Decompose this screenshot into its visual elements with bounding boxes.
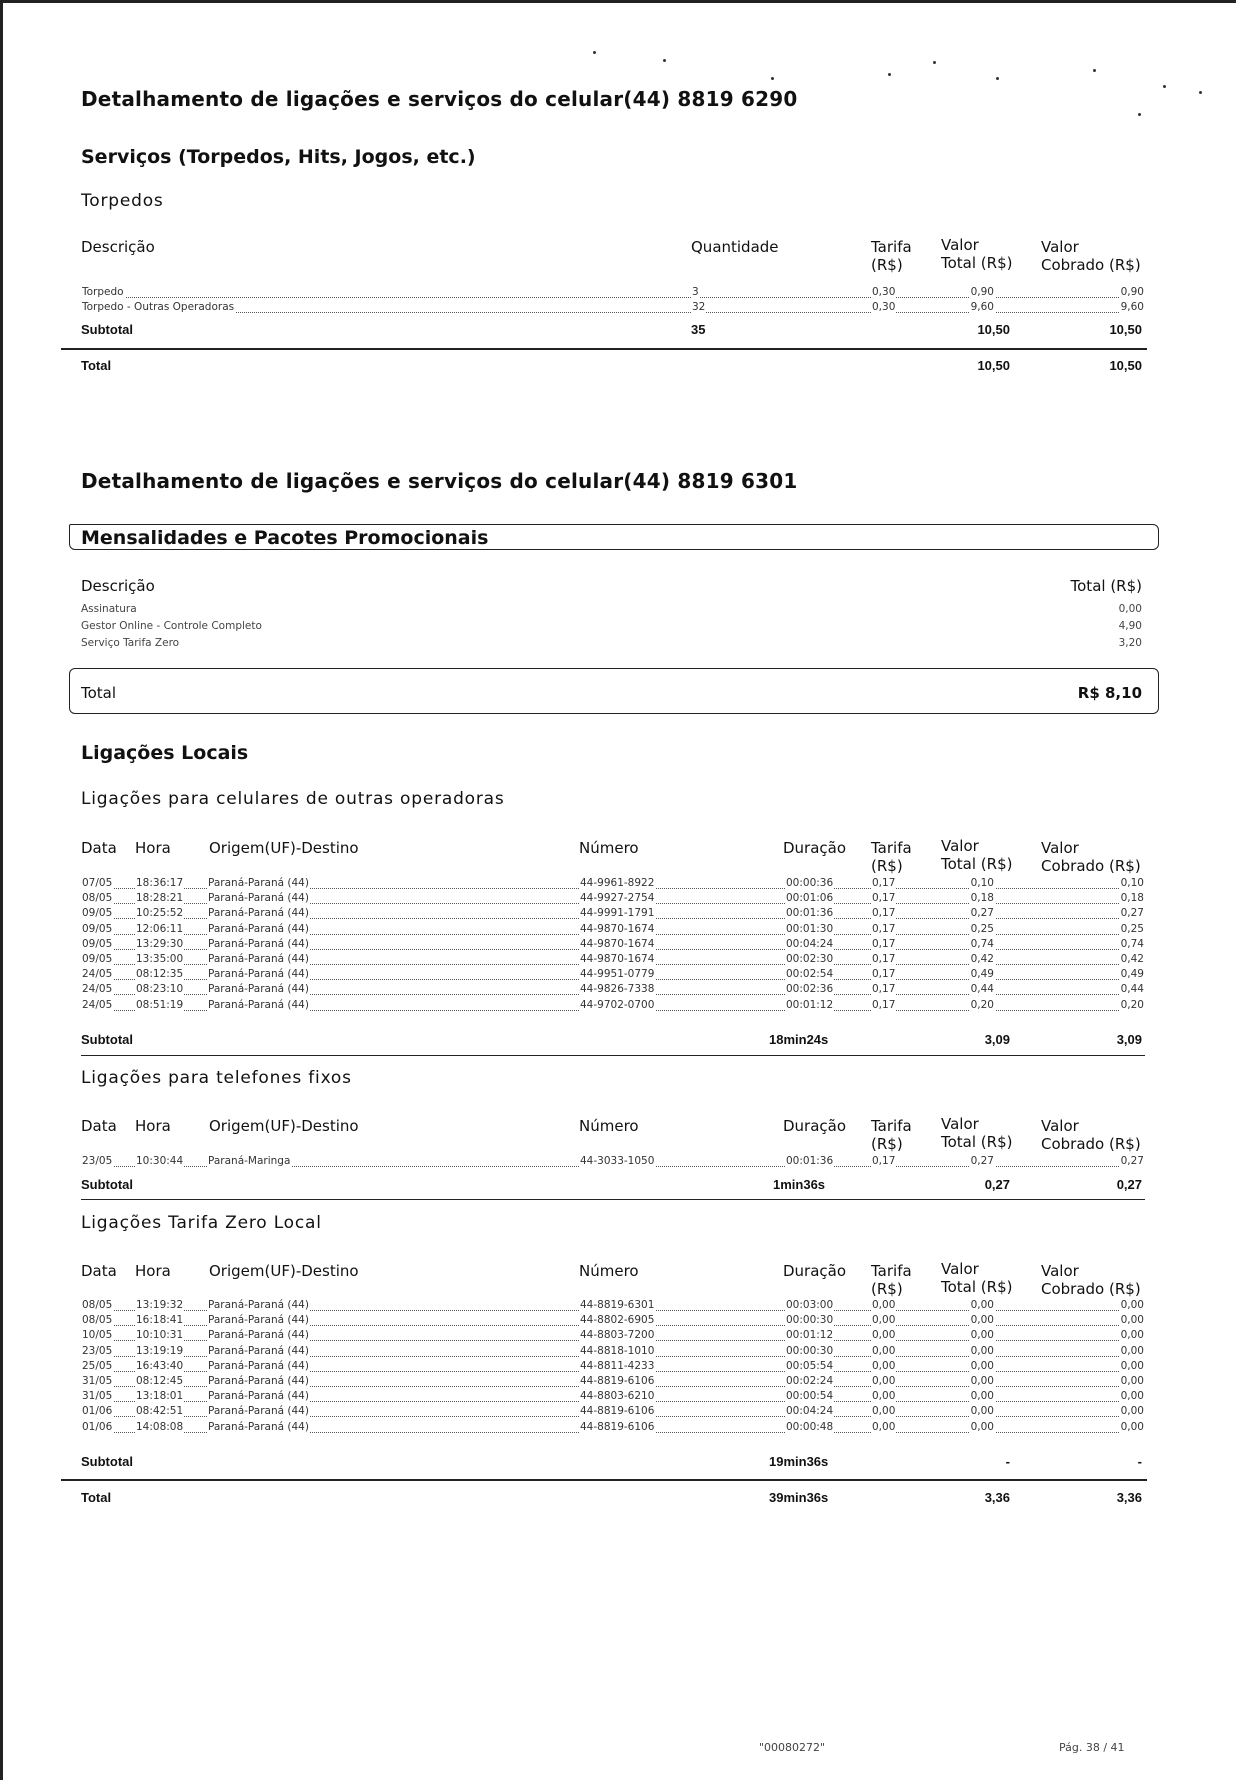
cell-hora: 10:25:52 — [136, 907, 184, 920]
subtotal-total: 0,27 — [984, 1177, 1010, 1192]
cell-tarifa: 0,17 — [872, 953, 896, 965]
subtotal-total: - — [1005, 1454, 1010, 1469]
col-tarifa: Tarifa (R$) — [871, 1262, 912, 1298]
cell-total: 0,00 — [970, 1375, 994, 1387]
cell-numero: 44-8819-6106 — [580, 1375, 655, 1387]
cell-data: 08/05 — [82, 1299, 113, 1311]
subtotal-cobrado: 10,50 — [1109, 322, 1142, 337]
table-row — [81, 968, 1145, 982]
table-row — [81, 1345, 1145, 1359]
cell-duracao: 00:00:30 — [786, 1344, 834, 1357]
cell-duracao: 00:03:00 — [786, 1299, 834, 1311]
mens-total-value: R$ 8,10 — [1077, 684, 1142, 702]
cell-origem: Paraná-Paraná (44) — [208, 907, 309, 920]
table-row — [81, 1155, 1145, 1169]
subtotal-duracao: 1min36s — [773, 1177, 826, 1192]
mens-item-value: 0,00 — [1118, 603, 1142, 615]
cell-tarifa: 0,00 — [872, 1375, 896, 1387]
celulares-title: Ligações para celulares de outras operadoras — [81, 789, 505, 809]
cell-cobrado: 0,20 — [1120, 998, 1144, 1011]
col-data: Data — [81, 1262, 117, 1280]
mensalidades-title: Mensalidades e Pacotes Promocionais — [81, 527, 489, 549]
table-row — [81, 1375, 1145, 1389]
cell-total: 0,74 — [970, 937, 994, 950]
cell-cobrado: 0,00 — [1120, 1359, 1144, 1372]
cell-data: 09/05 — [82, 907, 113, 920]
cell-total: 0,00 — [970, 1390, 994, 1403]
cell-cobrado: 0,00 — [1120, 1420, 1144, 1433]
table-row — [81, 923, 1145, 937]
subtotal-cobrado: 3,09 — [1116, 1032, 1142, 1047]
col-numero: Número — [579, 839, 639, 857]
cell-tarifa: 0,00 — [872, 1405, 896, 1418]
subtotal-duracao: 18min24s — [769, 1032, 829, 1047]
cell-tarifa: 0,00 — [872, 1420, 896, 1433]
mens-col-descricao: Descrição — [81, 577, 155, 595]
cell-data: 09/05 — [82, 953, 113, 965]
table-row — [81, 953, 1145, 967]
cell-hora: 08:23:10 — [136, 983, 184, 996]
subtotal-duracao: 19min36s — [769, 1454, 829, 1469]
cell-total: 0,20 — [970, 998, 994, 1011]
cell-total: 0,00 — [970, 1420, 994, 1433]
cell-hora: 08:12:35 — [136, 968, 184, 981]
cell-duracao: 00:02:30 — [786, 953, 834, 965]
col-hora: Hora — [135, 1262, 171, 1280]
cell-cobrado: 0,49 — [1120, 968, 1144, 981]
table-row — [81, 1360, 1145, 1374]
cell-cobrado: 0,42 — [1120, 953, 1144, 965]
cell-tarifa: 0,17 — [872, 998, 896, 1011]
col-quantidade: Quantidade — [691, 238, 779, 256]
cell-tarifa: 0,17 — [872, 922, 896, 935]
col-data: Data — [81, 1117, 117, 1135]
subtotal-label: Subtotal — [81, 1454, 133, 1469]
col-data: Data — [81, 839, 117, 857]
col-valor-total: Valor Total (R$) — [941, 1115, 1013, 1151]
cell-origem: Paraná-Paraná (44) — [208, 937, 309, 950]
cell-tarifa: 0,17 — [872, 983, 896, 996]
cell-data: 31/05 — [82, 1375, 113, 1387]
cell-numero: 44-8811-4233 — [580, 1359, 655, 1372]
cell-tarifa: 0,17 — [872, 968, 896, 981]
cell-cobrado: 0,10 — [1120, 877, 1144, 889]
cell-origem: Paraná-Paraná (44) — [208, 1405, 309, 1418]
locais-title: Ligações Locais — [81, 742, 249, 764]
cell-origem: Paraná-Paraná (44) — [208, 877, 309, 889]
cell-hora: 10:10:31 — [136, 1329, 184, 1342]
table-row — [81, 1390, 1145, 1404]
subtotal-total: 10,50 — [977, 322, 1010, 337]
cell-hora: 08:51:19 — [136, 998, 184, 1011]
cell-duracao: 00:00:54 — [786, 1390, 834, 1403]
cell-total: 0,27 — [970, 1155, 994, 1167]
cell-duracao: 00:01:30 — [786, 922, 834, 935]
cell-data: 01/06 — [82, 1420, 113, 1433]
cell-hora: 13:29:30 — [136, 937, 184, 950]
cell-data: 23/05 — [82, 1344, 113, 1357]
divider — [61, 348, 1147, 350]
col-valor-total: Valor Total (R$) — [941, 1260, 1013, 1296]
col-tarifa: Tarifa (R$) — [871, 238, 912, 274]
tarifa-zero-title: Ligações Tarifa Zero Local — [81, 1213, 322, 1233]
fixos-title: Ligações para telefones fixos — [81, 1068, 352, 1088]
cell-numero: 44-8802-6905 — [580, 1314, 655, 1327]
col-origem: Origem(UF)-Destino — [209, 839, 359, 857]
cell-numero: 44-8818-1010 — [580, 1344, 655, 1357]
cell-cobrado: 0,00 — [1120, 1314, 1144, 1327]
mens-item-value: 3,20 — [1118, 637, 1142, 649]
cell-cobrado: 0,74 — [1120, 937, 1144, 950]
cell-duracao: 00:02:24 — [786, 1375, 834, 1387]
page-number: Pág. 38 / 41 — [1059, 1741, 1125, 1754]
cell-total: 0,00 — [970, 1405, 994, 1418]
cell-hora: 13:19:32 — [136, 1299, 184, 1311]
cell-origem: Paraná-Paraná (44) — [208, 983, 309, 996]
col-hora: Hora — [135, 1117, 171, 1135]
cell-tarifa: 0,17 — [872, 877, 896, 889]
cell-origem: Paraná-Paraná (44) — [208, 1375, 309, 1387]
torpedos-title: Torpedos — [81, 191, 164, 211]
mens-col-total: Total (R$) — [1070, 577, 1142, 595]
cell-data: 23/05 — [82, 1155, 113, 1167]
cell-duracao: 00:00:30 — [786, 1314, 834, 1327]
cell-tarifa: 0,00 — [872, 1314, 896, 1327]
cell-origem: Paraná-Paraná (44) — [208, 1314, 309, 1327]
col-valor-cobrado: Valor Cobrado (R$) — [1041, 1117, 1141, 1153]
total-cobrado: 10,50 — [1109, 358, 1142, 373]
table-row — [81, 983, 1145, 997]
cell-origem: Paraná-Paraná (44) — [208, 1359, 309, 1372]
cell-numero: 44-9961-8922 — [580, 877, 655, 889]
subtotal-label: Subtotal — [81, 1177, 133, 1192]
col-duracao: Duração — [783, 1262, 847, 1280]
cell-tarifa: 0,17 — [872, 892, 896, 905]
mens-item: Assinatura — [81, 603, 137, 615]
col-valor-cobrado: Valor Cobrado (R$) — [1041, 238, 1141, 274]
cell-duracao: 00:01:06 — [786, 892, 834, 905]
cell-data: 31/05 — [82, 1390, 113, 1403]
col-hora: Hora — [135, 839, 171, 857]
cell-data: 10/05 — [82, 1329, 113, 1342]
cell-duracao: 00:01:12 — [786, 998, 834, 1011]
cell-total: 0,00 — [970, 1329, 994, 1342]
cell-hora: 18:28:21 — [136, 892, 184, 905]
cell-hora: 13:18:01 — [136, 1390, 184, 1403]
table-row — [81, 877, 1145, 891]
cell-cobrado: 0,27 — [1120, 1155, 1144, 1167]
col-tarifa: Tarifa (R$) — [871, 839, 912, 875]
cell-numero: 44-9870-1674 — [580, 922, 655, 935]
cell-cobrado: 0,00 — [1120, 1390, 1144, 1403]
cell-total: 0,49 — [970, 968, 994, 981]
cell-data: 09/05 — [82, 922, 113, 935]
cell-tarifa: 0,17 — [872, 1155, 896, 1167]
section1-title: Detalhamento de ligações e serviços do celular(44) 8819 6290 — [81, 87, 798, 111]
cell-numero: 44-9870-1674 — [580, 953, 655, 965]
cell-tarifa: 0,00 — [872, 1390, 896, 1403]
cell-duracao: 00:02:54 — [786, 968, 834, 981]
cell-hora: 13:35:00 — [136, 953, 184, 965]
cell-hora: 16:43:40 — [136, 1359, 184, 1372]
cell-total: 0,44 — [970, 983, 994, 996]
total-valor: 3,36 — [984, 1490, 1010, 1505]
document-code: "00080272" — [759, 1741, 826, 1754]
col-valor-cobrado: Valor Cobrado (R$) — [1041, 1262, 1141, 1298]
total-cobrado: 3,36 — [1116, 1490, 1142, 1505]
cell-origem: Paraná-Paraná (44) — [208, 922, 309, 935]
cell-total: 0,18 — [970, 892, 994, 905]
table-row: Torpedo - Outras Operadoras 32 0,30 9,60 9,60 — [82, 301, 1144, 313]
col-duracao: Duração — [783, 839, 847, 857]
cell-duracao: 00:01:36 — [786, 1155, 834, 1167]
col-duracao: Duração — [783, 1117, 847, 1135]
cell-origem: Paraná-Paraná (44) — [208, 968, 309, 981]
divider — [81, 1055, 1145, 1056]
col-valor-cobrado: Valor Cobrado (R$) — [1041, 839, 1141, 875]
table-row — [81, 999, 1145, 1013]
cell-numero: 44-9951-0779 — [580, 968, 655, 981]
cell-numero: 44-8803-7200 — [580, 1329, 655, 1342]
cell-total: 0,42 — [970, 953, 994, 965]
cell-tarifa: 0,00 — [872, 1329, 896, 1342]
mens-total-label: Total — [81, 684, 117, 702]
cell-cobrado: 0,00 — [1120, 1329, 1144, 1342]
cell-duracao: 00:01:36 — [786, 907, 834, 920]
table-row — [81, 892, 1145, 906]
cell-duracao: 00:01:12 — [786, 1329, 834, 1342]
cell-data: 09/05 — [82, 937, 113, 950]
cell-cobrado: 0,00 — [1120, 1299, 1144, 1311]
cell-hora: 08:42:51 — [136, 1405, 184, 1418]
cell-numero: 44-9927-2754 — [580, 892, 655, 905]
col-numero: Número — [579, 1262, 639, 1280]
table-row — [81, 1314, 1145, 1328]
cell-hora: 16:18:41 — [136, 1314, 184, 1327]
cell-total: 0,00 — [970, 1359, 994, 1372]
cell-numero: 44-8803-6210 — [580, 1390, 655, 1403]
cell-cobrado: 0,27 — [1120, 907, 1144, 920]
cell-cobrado: 0,18 — [1120, 892, 1144, 905]
cell-hora: 12:06:11 — [136, 922, 184, 935]
cell-total: 0,25 — [970, 922, 994, 935]
cell-hora: 08:12:45 — [136, 1375, 184, 1387]
cell-duracao: 00:04:24 — [786, 1405, 834, 1418]
cell-origem: Paraná-Paraná (44) — [208, 1390, 309, 1403]
cell-origem: Paraná-Paraná (44) — [208, 953, 309, 965]
table-row — [81, 1405, 1145, 1419]
cell-duracao: 00:02:36 — [786, 983, 834, 996]
section2-title: Detalhamento de ligações e serviços do celular(44) 8819 6301 — [81, 469, 798, 493]
cell-hora: 18:36:17 — [136, 877, 184, 889]
cell-duracao: 00:04:24 — [786, 937, 834, 950]
cell-total: 0,27 — [970, 907, 994, 920]
cell-data: 24/05 — [82, 983, 113, 996]
cell-origem: Paraná-Paraná (44) — [208, 1344, 309, 1357]
mens-item: Serviço Tarifa Zero — [81, 637, 180, 649]
cell-hora: 10:30:44 — [136, 1155, 184, 1167]
col-origem: Origem(UF)-Destino — [209, 1117, 359, 1135]
cell-numero: 44-9702-0700 — [580, 998, 655, 1011]
cell-numero: 44-8819-6106 — [580, 1420, 655, 1433]
cell-origem: Paraná-Paraná (44) — [208, 1299, 309, 1311]
cell-duracao: 00:00:36 — [786, 877, 834, 889]
col-numero: Número — [579, 1117, 639, 1135]
col-origem: Origem(UF)-Destino — [209, 1262, 359, 1280]
cell-origem: Paraná-Paraná (44) — [208, 1329, 309, 1342]
services-title: Serviços (Torpedos, Hits, Jogos, etc.) — [81, 146, 476, 168]
divider — [61, 1479, 1147, 1481]
cell-numero: 44-9870-1674 — [580, 937, 655, 950]
subtotal-cobrado: 0,27 — [1116, 1177, 1142, 1192]
cell-total: 0,00 — [970, 1314, 994, 1327]
cell-cobrado: 0,25 — [1120, 922, 1144, 935]
cell-data: 24/05 — [82, 998, 113, 1011]
cell-cobrado: 0,00 — [1120, 1344, 1144, 1357]
subtotal-quantidade: 35 — [691, 322, 706, 337]
cell-hora: 13:19:19 — [136, 1344, 184, 1357]
cell-origem: Paraná-Maringa — [208, 1155, 291, 1167]
cell-data: 01/06 — [82, 1405, 113, 1418]
cell-cobrado: 0,00 — [1120, 1405, 1144, 1418]
cell-origem: Paraná-Paraná (44) — [208, 1420, 309, 1433]
table-row: Torpedo 3 0,30 0,90 0,90 — [82, 286, 1144, 298]
cell-data: 07/05 — [82, 877, 113, 889]
cell-duracao: 00:00:48 — [786, 1420, 834, 1433]
cell-total: 0,00 — [970, 1299, 994, 1311]
divider — [81, 1199, 1145, 1200]
subtotal-cobrado: - — [1137, 1454, 1142, 1469]
mens-item: Gestor Online - Controle Completo — [81, 620, 262, 632]
cell-numero: 44-8819-6301 — [580, 1299, 655, 1311]
total-label: Total — [81, 1490, 112, 1505]
table-row — [81, 1421, 1145, 1435]
cell-tarifa: 0,17 — [872, 937, 896, 950]
mensalidades-total-box — [69, 668, 1159, 714]
table-row — [81, 907, 1145, 921]
cell-data: 24/05 — [82, 968, 113, 981]
subtotal-total: 3,09 — [984, 1032, 1010, 1047]
cell-tarifa: 0,00 — [872, 1299, 896, 1311]
total-label: Total — [81, 358, 112, 373]
col-valor-total: Valor Total (R$) — [941, 236, 1013, 272]
subtotal-label: Subtotal — [81, 1032, 133, 1047]
col-tarifa: Tarifa (R$) — [871, 1117, 912, 1153]
cell-data: 25/05 — [82, 1359, 113, 1372]
cell-tarifa: 0,00 — [872, 1359, 896, 1372]
cell-data: 08/05 — [82, 1314, 113, 1327]
table-row — [81, 938, 1145, 952]
col-valor-total: Valor Total (R$) — [941, 837, 1013, 873]
subtotal-label: Subtotal — [81, 322, 133, 337]
cell-cobrado: 0,44 — [1120, 983, 1144, 996]
cell-numero: 44-8819-6106 — [580, 1405, 655, 1418]
cell-total: 0,00 — [970, 1344, 994, 1357]
cell-cobrado: 0,00 — [1120, 1375, 1144, 1387]
cell-duracao: 00:05:54 — [786, 1359, 834, 1372]
cell-numero: 44-3033-1050 — [580, 1155, 655, 1167]
mens-item-value: 4,90 — [1118, 620, 1142, 632]
cell-hora: 14:08:08 — [136, 1420, 184, 1433]
col-descricao: Descrição — [81, 238, 155, 256]
total-duracao: 39min36s — [769, 1490, 829, 1505]
cell-data: 08/05 — [82, 892, 113, 905]
cell-tarifa: 0,00 — [872, 1344, 896, 1357]
cell-origem: Paraná-Paraná (44) — [208, 892, 309, 905]
cell-total: 0,10 — [970, 877, 994, 889]
cell-origem: Paraná-Paraná (44) — [208, 998, 309, 1011]
cell-tarifa: 0,17 — [872, 907, 896, 920]
table-row — [81, 1299, 1145, 1313]
cell-numero: 44-9991-1791 — [580, 907, 655, 920]
table-row — [81, 1329, 1145, 1343]
total-valor: 10,50 — [977, 358, 1010, 373]
cell-numero: 44-9826-7338 — [580, 983, 655, 996]
